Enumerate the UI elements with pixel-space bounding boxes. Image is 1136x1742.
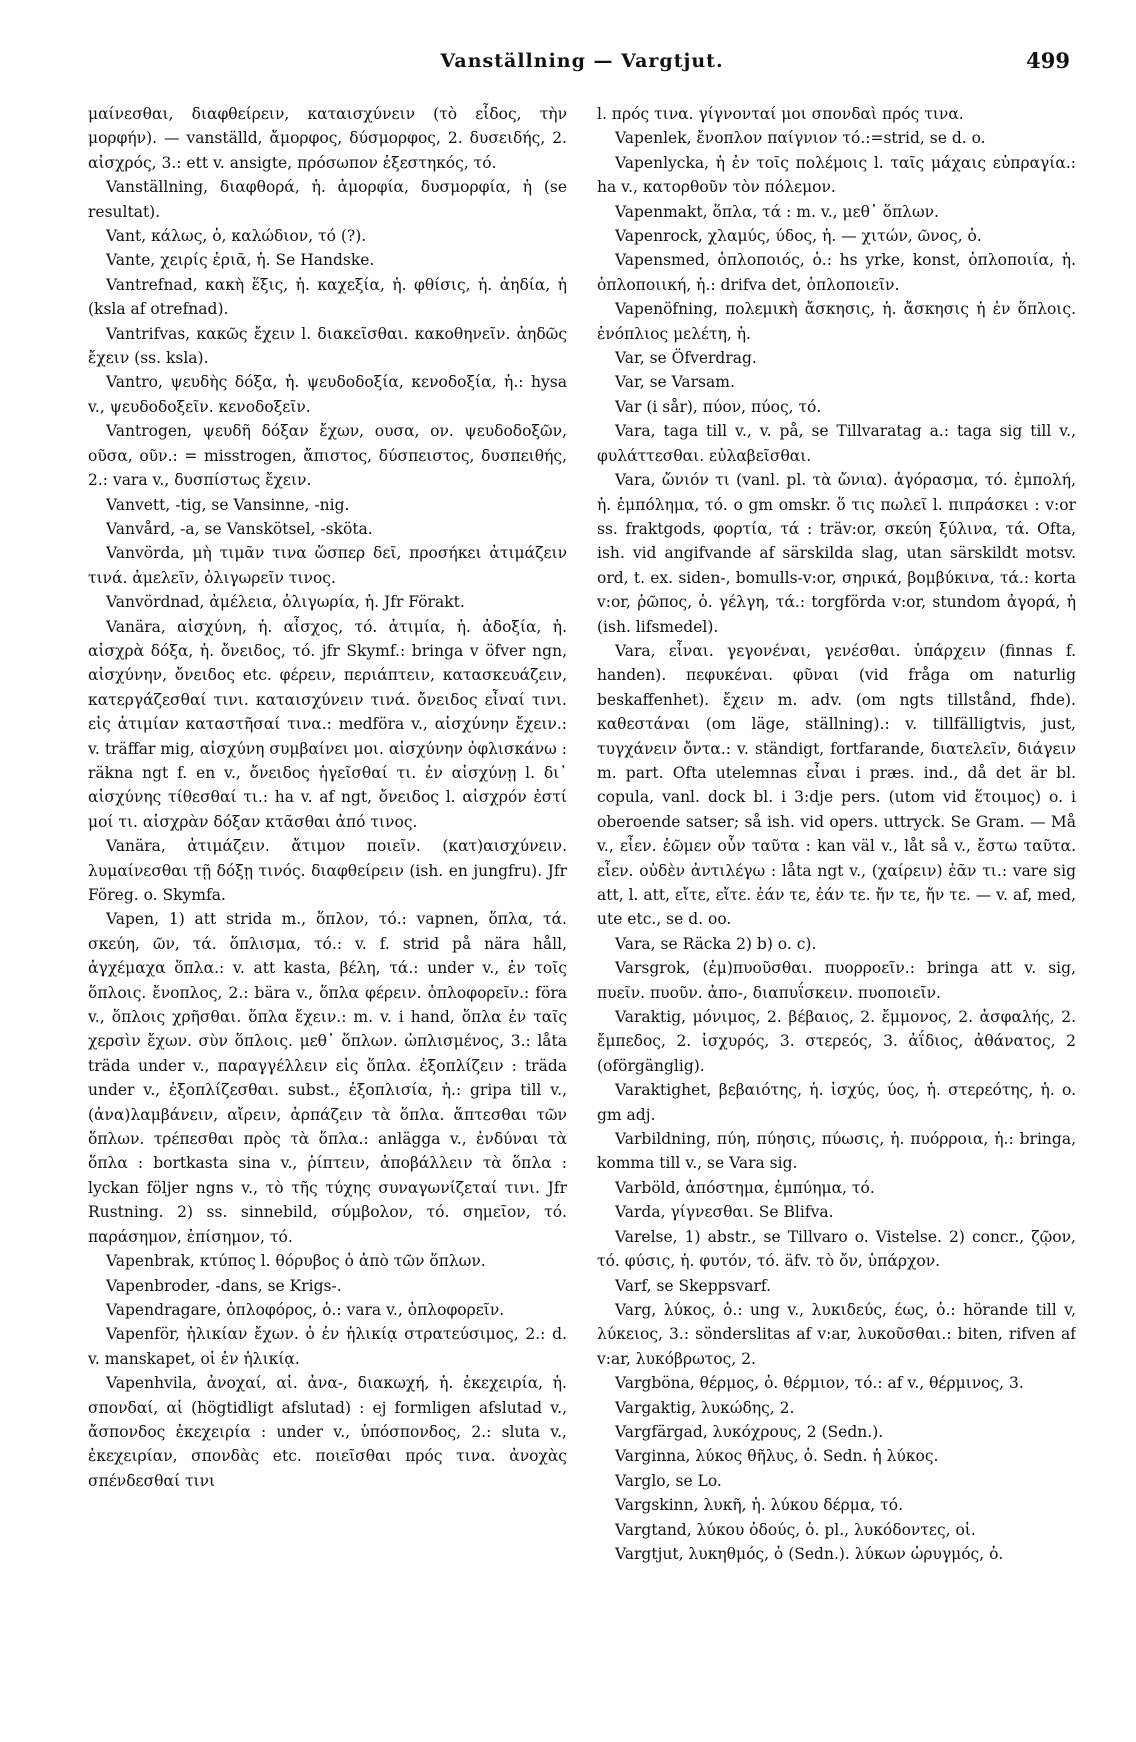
dictionary-entry: Vargfärgad, λυκόχρους, 2 (Sedn.). [615, 1422, 884, 1441]
dictionary-entry: Vapen, 1) att strida m., ὅπλον, τό.: vapnen, ὅπλα, τά. σκεύη, ῶν, τά. ὅπλισμα, τό.: v. f. strid på nära håll, ἀγχέμαχα ὅπλα.: v. att kasta, βέλη, τά.: under v., ἐν τοῖς ὅπλοις. ἔνοπλος, 2.: bära v., ὅπλα φέρειν. ὁπλοφορεῖν.: föra v., ὅπλοις χρῆσθαι. ὅπλα ἔχειν.: m. v. i hand, ὅπλα ἐν ταῖς χερσὶν ἔχων. σὺν ὅπλοις. μεθ᾽ ὅπλων. ὡπλισμένος, 3.: låta träda under v., παραγγέλλειν εἰς ὅπλα. ἐξοπλίζειν : träda under v., ἐξοπλίζεσθαι. subst., ἐξοπλισία, ἡ.: gripa till v., (ἀνα)λαμβάνειν, αἴρειν, ἁρπάζειν τὰ ὅπλα. ἅπτεσθαι τῶν ὅπλων. τρέπεσθαι πρὸς τὰ ὅπλα.: anlägga v., ἐνδύναι τὰ ὅπλα : bortkasta sina v., ῥίπτειν, ἀποβάλλειν τὰ ὅπλα : lyckan följer ngns v., τὸ τῆς τύχης συναγωνίζεταί τινι. Jfr Rustning. 2) ss. sinnebild, σύμβολον, τό. σημεῖον, τό. παράσημον, ἐπίσημον, τό. [88, 910, 567, 1246]
dictionary-entry: Varböld, ἀπόστημα, ἐμπύημα, τό. [615, 1178, 875, 1197]
dictionary-entry: Vapendragare, ὁπλοφόρος, ὁ.: vara v., ὁπλοφορεῖν. [106, 1300, 505, 1319]
dictionary-entry: Vargtand, λύκου ὀδούς, ὁ. pl., λυκόδοντες, οἱ. [615, 1520, 976, 1539]
dictionary-entry: Vapenmakt, ὅπλα, τά : m. v., μεθ᾽ ὅπλων. [615, 202, 939, 221]
dictionary-entry: Varda, γίγνεσθαι. Se Blifva. [615, 1203, 834, 1222]
running-head: Vanställning — Vargtjut. [440, 50, 724, 72]
dictionary-entry: Varaktighet, βεβαιότης, ἡ. ἰσχύς, ύος, ἡ. στερεότης, ἡ. o. gm adj. [597, 1081, 1076, 1124]
dictionary-entry: Vantrogen, ψευδῆ δόξαν ἔχων, ουσα, ον. ψευδοδοξῶν, οῦσα, οῦν.: = misstrogen, ἄπιστος, δύσπειστος, δυσπειθής, 2.: vara v., δυσπίστως ἔχειν. [88, 422, 567, 490]
dictionary-entry: Vant, κάλως, ὁ, καλώδιον, τό (?). [106, 227, 367, 246]
text-columns [88, 102, 1076, 1742]
dictionary-entry: μαίνεσθαι, διαφθείρειν, καταισχύνειν (τὸ εἶδος, τὴν μορφήν). — vanställd, ἄμορφος, δύσμορφος, 2. δυσειδής, 2. αἰσχρός, 3.: ett v. ansigte, πρόσωπον ἐξεστηκός, τό. [88, 105, 567, 172]
dictionary-entry: Var (i sår), πύον, πύος, τό. [615, 397, 822, 416]
dictionary-entry: Varaktig, μόνιμος, 2. βέβαιος, 2. ἔμμονος, 2. ἀσφαλής, 2. ἔμπεδος, 2. ἰσχυρός, 3. στερεός, 3. ἀΐδιος, ἀθάνατος, 2 (oförgänglig). [597, 1008, 1076, 1075]
right-column [597, 102, 1076, 1742]
dictionary-entry: Varbildning, πύη, πύησις, πύωσις, ἡ. πυόρροια, ἡ.: bringa, komma till v., se Vara sig. [597, 1130, 1076, 1173]
dictionary-entry: Vantrefnad, κακὴ ἕξις, ἡ. καχεξία, ἡ. φθίσις, ἡ. ἀηδία, ἡ (ksla af otrefnad). [88, 275, 567, 319]
dictionary-entry: Vanvett, -tig, se Vansinne, -nig. [106, 495, 350, 514]
dictionary-entry: Vargböna, θέρμος, ὁ. θέρμιον, τό.: af v., θέρμινος, 3. [615, 1374, 1024, 1393]
dictionary-entry: Varelse, 1) abstr., se Tillvaro o. Vistelse. 2) concr., ζῷον, τό. φύσις, ἡ. φυτόν, τό. äfv. τὸ ὄν, ὑπάρχον. [597, 1227, 1076, 1271]
dictionary-entry: Vanvård, -a, se Vanskötsel, -sköta. [106, 519, 373, 538]
dictionary-entry: Vapenrock, χλαμύς, ύδος, ἡ. — χιτών, ῶνος, ὁ. [615, 227, 982, 246]
page-number: 499 [1026, 48, 1070, 73]
dictionary-entry: Vantrifvas, κακῶς ἔχειν l. διακεῖσθαι. κακοθηνεῖν. ἀηδῶς ἔχειν (ss. ksla). [88, 324, 567, 368]
dictionary-entry: Varsgrok, (ἐμ)πυοῦσθαι. πυορροεῖν.: bringa att v. sig, πυεῖν. πυοῦν. ἀπο-, διαπυΐσκειν. πυοποιεῖν. [597, 959, 1076, 1002]
dictionary-entry: Vara, taga till v., v. på, se Tillvaratag a.: taga sig till v., φυλάττεσθαι. εὐλαβεῖσθαι. [597, 422, 1076, 465]
dictionary-entry: Vargskinn, λυκῆ, ἡ. λύκου δέρμα, τό. [615, 1496, 903, 1515]
dictionary-entry: Vantro, ψευδὴς δόξα, ἡ. ψευδοδοξία, κενοδοξία, ἡ.: hysa v., ψευδοδοξεῖν. κενοδοξεῖν. [88, 373, 567, 416]
dictionary-entry: Vargtjut, λυκηθμός, ὁ (Sedn.). λύκων ὠρυγμός, ὁ. [615, 1544, 1004, 1563]
dictionary-entry: l. πρός τινα. γίγνονταί μοι σπονδαὶ πρός τινα. [597, 105, 964, 123]
dictionary-entry: Varginna, λύκος θῆλυς, ὁ. Sedn. ἡ λύκος. [615, 1447, 939, 1466]
dictionary-entry: Vanvörda, μὴ τιμᾶν τινα ὥσπερ δεῖ, προσήκει ἀτιμάζειν τινά. ἀμελεῖν, ὀλιγωρεῖν τινος. [88, 544, 567, 587]
dictionary-entry: Var, se Öfverdrag. [615, 349, 757, 368]
dictionary-entry: Vapenlek, ἔνοπλον παίγνιον τό.:=strid, se d. o. [615, 129, 986, 148]
dictionary-entry: Vara, εἶναι. γεγονέναι, γενέσθαι. ὑπάρχειν (finnas f. handen). πεφυκέναι. φῦναι (vid fråga om naturlig beskaffenhet). ἔχειν m. adv. (om ngts tillstånd, fhde). καθεστάναι (om läge, ställning).: v. tillfälligtvis, just, τυγχάνειν ὄντα.: v. ständigt, fortfarande, διατελεῖν, διάγειν m. part. Ofta utelemnas εἶναι i præs. ind., då det är bl. copula, vanl. dock bl. i 3:dje pers. (utom vid ἕτοιμος) o. i oberoende satser; så ish. vid opers. uttryck. Se Gram. — Må v., εἶεν. ἐῶμεν οὖν ταῦτα : kan väl v., låt så v., ἔστω ταῦτα. εἶεν. οὐδὲν ἀντιλέγω : låta ngt v., (χαίρειν) ἐᾶν τι.: vare sig att, l. att, εἴτε, εἴτε. ἐάν τε, ἐάν τε. ἤν τε, ἤν τε. — v. af, med, ute etc., se d. oo. [597, 641, 1076, 929]
dictionary-entry: Vapenbroder, -dans, se Krigs-. [106, 1276, 342, 1295]
dictionary-entry: Vapenlycka, ἡ ἐν τοῖς πολέμοις l. ταῖς μάχαις εὐπραγία.: ha v., κατορθοῦν τὸν πόλεμον. [597, 153, 1076, 197]
page-header [88, 46, 1076, 76]
dictionary-entry: Var, se Varsam. [615, 373, 735, 392]
dictionary-entry: Vapenbrak, κτύπος l. θόρυβος ὁ ἀπὸ τῶν ὅπλων. [106, 1252, 486, 1271]
dictionary-entry: Vargaktig, λυκώδης, 2. [615, 1398, 795, 1417]
dictionary-entry: Vara, ὤνιόν τι (vanl. pl. τὰ ὤνια). ἀγόρασμα, τό. ἐμπολή, ἡ. ἐμπόλημα, τό. o gm omskr. ὅ τις πωλεῖ l. πιπράσκει : v:or ss. fraktgods, φορτία, τά : träv:or, σκεύη ξύλινα, τά. Ofta, ish. vid angifvande af särskilda slag, utan särskildt motsv. ord, t. ex. siden-, bomulls-v:or, σηρικά, βομβύκινα, τά.: korta v:or, ῥῶπος, ὁ. γέλγη, τά.: torgförda v:or, stundom ἀγορά, ἡ (ish. lifsmedel). [597, 471, 1076, 636]
left-column [88, 102, 567, 1742]
dictionary-entry: Vante, χειρίς ἐριᾶ, ἡ. Se Handske. [106, 251, 375, 270]
dictionary-entry: Varf, se Skeppsvarf. [615, 1276, 772, 1295]
dictionary-entry: Vanvördnad, ἀμέλεια, ὀλιγωρία, ἡ. Jfr Förakt. [106, 593, 465, 612]
dictionary-entry: Vara, se Räcka 2) b) o. c). [615, 934, 817, 953]
dictionary-entry: Vanställning, διαφθορά, ἡ. ἀμορφία, δυσμορφία, ἡ (se resultat). [88, 178, 567, 221]
dictionary-entry: Vapenför, ἡλικίαν ἔχων. ὁ ἐν ἡλικίᾳ στρατεύσιμος, 2.: d. v. manskapet, οἱ ἐν ἡλικίᾳ. [88, 1325, 567, 1368]
dictionary-entry: Vapenöfning, πολεμικὴ ἄσκησις, ἡ. ἄσκησις ἡ ἐν ὅπλοις. ἐνόπλιος μελέτη, ἡ. [597, 300, 1076, 343]
dictionary-entry: Varg, λύκος, ὁ.: ung v., λυκιδεύς, έως, ὁ.: hörande till v, λύκειος, 3.: sönderslitas af v:ar, λυκοῦσθαι.: biten, rifven af v:ar, λυκόβρωτος, 2. [597, 1300, 1076, 1368]
dictionary-entry: Vanära, ἀτιμάζειν. ἄτιμον ποιεῖν. (κατ)αισχύνειν. λυμαίνεσθαι τῇ δόξῃ τινός. διαφθείρειν (ish. en jungfru). Jfr Föreg. o. Skymfa. [88, 837, 567, 904]
dictionary-entry: Varglo, se Lo. [615, 1471, 722, 1490]
dictionary-entry: Vapenhvila, ἀνοχαί, αἱ. ἀνα-, διακωχή, ἡ. ἐκεχειρία, ἡ. σπονδαί, αἱ (högtidligt afslutad) : ej formligen afslutad v., ἄσπονδος ἐκεχειρία : under v., ὑπόσπονδος, 2.: sluta v., ἐκεχειρίαν, σπονδὰς etc. ποιεῖσθαι πρός τινα. ἀνοχὰς σπένδεσθαί τινι [88, 1374, 567, 1490]
dictionary-entry: Vapensmed, ὁπλοποιός, ὁ.: hs yrke, konst, ὁπλοποιία, ἡ. ὁπλοποιική, ἡ.: drifva det, ὁπλοποιεῖν. [597, 251, 1076, 294]
dictionary-entry: Vanära, αἰσχύνη, ἡ. αἶσχος, τό. ἀτιμία, ἡ. ἀδοξία, ἡ. αἰσχρὰ δόξα, ἡ. ὄνειδος, τό. jfr Skymf.: bringa v öfver ngn, αἰσχύνην, ὄνειδος etc. φέρειν, περιάπτειν, κατασκευάζειν, κατεργάζεσθαί τινι. καταισχύνειν τινά. ὄνειδος εἶναί τινι. εἰς ἀτιμίαν καταστῆσαί τινα.: medföra v., αἰσχύνην ἔχειν.: v. träffar mig, αἰσχύνη συμβαίνει μοι. αἰσχύνην ὀφλισκάνω : räkna ngt f. en v., ὄνειδος ἡγεῖσθαί τι. ἐν αἰσχύνῃ l. δι᾽ αἰσχύνης τίθεσθαί τι.: ha v. af ngt, ὄνειδος l. αἰσχρόν ἐστί μοί τι. αἰσχρὰν δόξαν κτᾶσθαι ἀπό τινος. [88, 617, 567, 831]
